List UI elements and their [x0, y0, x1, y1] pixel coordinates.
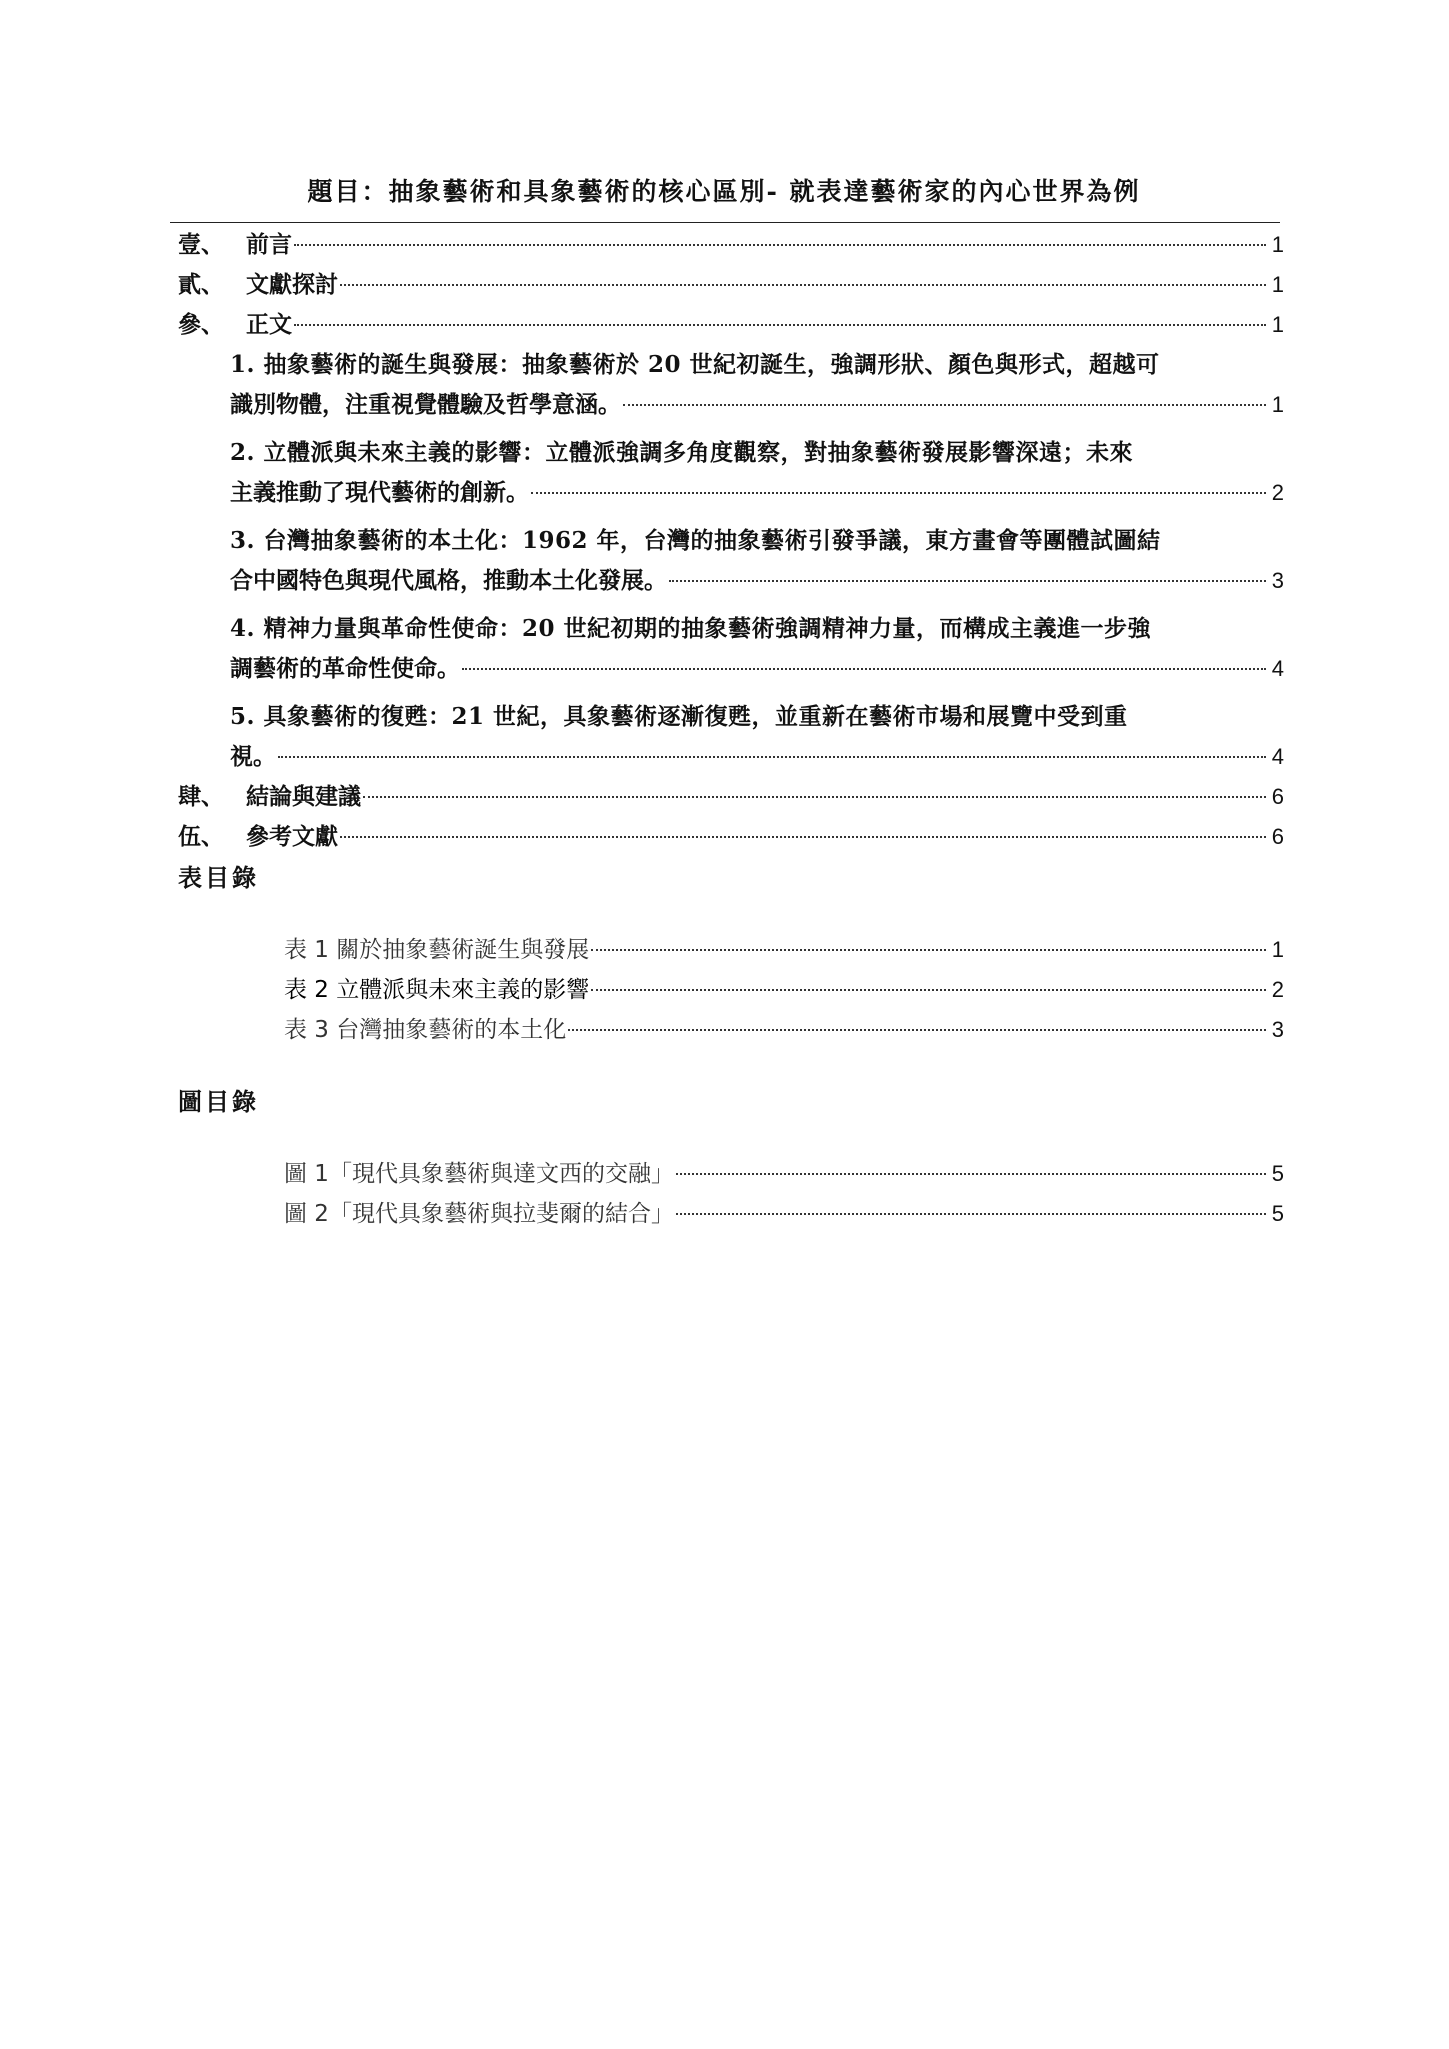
- list-of-figures: [284, 1154, 1284, 1234]
- figure-entry-label: 圖 1「現代具象藝術與達文西的交融」: [284, 1161, 674, 1187]
- toc-entry-number: 壹、: [178, 231, 224, 258]
- dot-leader: [462, 668, 1266, 670]
- dot-leader: [294, 324, 1266, 326]
- table-entry-label: 表 2 立體派與未來主義的影響: [284, 977, 590, 1003]
- table-entry-page: 2: [1271, 977, 1284, 1002]
- toc-subentry-4[interactable]: [230, 609, 1284, 689]
- toc-entry-label: 參考文獻: [246, 823, 338, 850]
- toc-entry-page: 1: [1271, 312, 1284, 337]
- toc-entry-main-text[interactable]: [178, 305, 1284, 345]
- toc-subentry-line1: 2. 立體派與未來主義的影響：立體派強調多角度觀察，對抽象藝術發展影響深遠；未來: [230, 439, 1134, 466]
- table-entry-page: 1: [1271, 937, 1284, 962]
- dot-leader: [340, 284, 1266, 286]
- dot-leader: [669, 580, 1266, 582]
- dot-leader: [676, 1213, 1266, 1215]
- toc-subentry-line2-row: [230, 649, 1284, 689]
- dot-leader: [591, 949, 1266, 951]
- document-title: 題目：抽象藝術和具象藝術的核心區別- 就表達藝術家的內心世界為例: [307, 177, 1141, 206]
- toc-entry-page: 6: [1271, 824, 1284, 849]
- table-entry-1[interactable]: [284, 930, 1284, 970]
- toc-subsections: [178, 345, 1284, 777]
- toc-subentry-3[interactable]: [230, 521, 1284, 601]
- list-of-tables-heading: 表目錄: [178, 863, 259, 892]
- toc-subentry-1[interactable]: [230, 345, 1284, 425]
- table-entry-3[interactable]: [284, 1010, 1284, 1050]
- toc-subentry-line2-row: [230, 473, 1284, 513]
- figure-entry-1[interactable]: [284, 1154, 1284, 1194]
- toc-entry-literature-review[interactable]: [178, 265, 1284, 305]
- toc-subentry-line2: 主義推動了現代藝術的創新。: [230, 479, 529, 506]
- toc-entry-page: 1: [1271, 232, 1284, 257]
- toc-entry-page: 1: [1271, 272, 1284, 297]
- toc-subentry-line1: 4. 精神力量與革命性使命：20 世紀初期的抽象藝術強調精神力量，而構成主義進一步強: [230, 615, 1152, 642]
- table-entry-2[interactable]: [284, 970, 1284, 1010]
- toc-entry-label: 正文: [246, 311, 292, 338]
- list-of-tables: [284, 930, 1284, 1050]
- toc-subentry-line2: 調藝術的革命性使命。: [230, 655, 460, 682]
- table-entry-label: 表 3 台灣抽象藝術的本土化: [284, 1017, 567, 1043]
- title-divider: [170, 222, 1280, 223]
- toc-entry-page: 1: [1271, 392, 1284, 417]
- toc-entry-label: 文獻探討: [246, 271, 338, 298]
- dot-leader: [531, 492, 1266, 494]
- toc-entry-conclusion[interactable]: [178, 777, 1284, 817]
- dot-leader: [363, 796, 1266, 798]
- dot-leader: [340, 836, 1266, 838]
- toc-subentry-5[interactable]: [230, 697, 1284, 777]
- table-entry-page: 3: [1271, 1017, 1284, 1042]
- toc-entry-preface[interactable]: [178, 225, 1284, 265]
- dot-leader: [278, 756, 1266, 758]
- toc-subentry-line2: 視。: [230, 743, 276, 770]
- list-of-figures-heading: 圖目錄: [178, 1087, 259, 1116]
- toc-subentry-line2: 合中國特色與現代風格，推動本土化發展。: [230, 567, 667, 594]
- toc-entry-number: 肆、: [178, 783, 224, 810]
- toc-entry-page: 4: [1271, 744, 1284, 769]
- toc-entry-page: 4: [1271, 656, 1284, 681]
- toc-subentry-line1: 5. 具象藝術的復甦：21 世紀，具象藝術逐漸復甦，並重新在藝術市場和展覽中受到重: [230, 703, 1128, 730]
- toc-subentry-2[interactable]: [230, 433, 1284, 513]
- toc-subentry-line1: 3. 台灣抽象藝術的本土化：1962 年，台灣的抽象藝術引發爭議，東方畫會等團體試圖結: [230, 527, 1161, 554]
- table-entry-label: 表 1 關於抽象藝術誕生與發展: [284, 937, 590, 963]
- toc-subentry-line2-row: [230, 385, 1284, 425]
- figure-entry-page: 5: [1271, 1201, 1284, 1226]
- toc-entry-number: 貳、: [178, 271, 224, 298]
- toc-entry-page: 6: [1271, 784, 1284, 809]
- toc-subentry-line1: 1. 抽象藝術的誕生與發展：抽象藝術於 20 世紀初誕生，強調形狀、顏色與形式，超越可: [230, 351, 1160, 378]
- figure-entry-page: 5: [1271, 1161, 1284, 1186]
- toc-entry-number: 參、: [178, 311, 224, 338]
- toc-entry-page: 2: [1271, 480, 1284, 505]
- dot-leader: [294, 244, 1266, 246]
- toc-entry-label: 前言: [246, 231, 292, 258]
- toc-entry-label: 結論與建議: [246, 783, 361, 810]
- toc-entry-references[interactable]: [178, 817, 1284, 857]
- toc-subentry-line2: 識別物體，注重視覺體驗及哲學意涵。: [230, 391, 621, 418]
- figure-entry-2[interactable]: [284, 1194, 1284, 1234]
- figure-entry-label: 圖 2「現代具象藝術與拉斐爾的結合」: [284, 1201, 674, 1227]
- dot-leader: [676, 1173, 1266, 1175]
- toc-entry-number: 伍、: [178, 823, 224, 850]
- toc-subentry-line2-row: [230, 561, 1284, 601]
- dot-leader: [623, 404, 1266, 406]
- dot-leader: [591, 989, 1266, 991]
- dot-leader: [568, 1029, 1266, 1031]
- toc-subentry-line2-row: [230, 737, 1284, 777]
- toc-entry-page: 3: [1271, 568, 1284, 593]
- table-of-contents: [178, 225, 1284, 857]
